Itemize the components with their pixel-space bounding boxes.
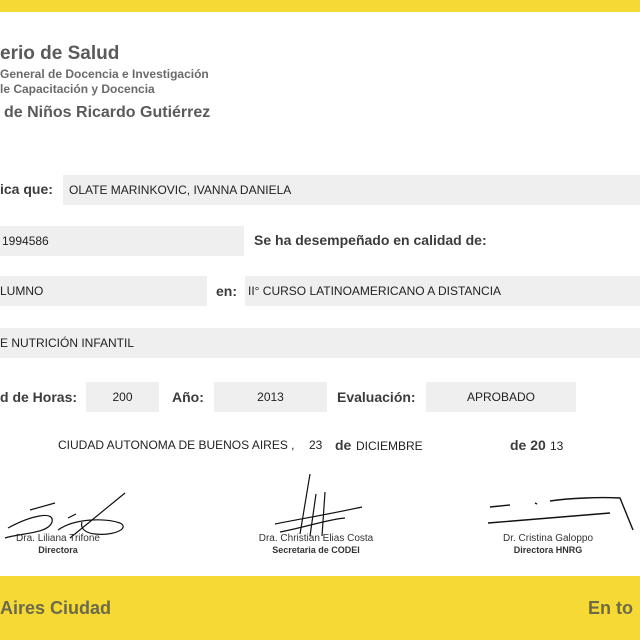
hospital-name: de Niños Ricardo Gutiérrez: [4, 104, 211, 121]
role-field: LUMNO: [0, 276, 207, 306]
hours-label: d de Horas:: [0, 389, 78, 405]
month-text: DICIEMBRE: [356, 439, 423, 453]
day-text: 23: [309, 438, 323, 452]
hours-field: 200: [86, 382, 159, 412]
signature-2-role: Secretaria de CODEI: [272, 545, 360, 555]
department-line: le Capacitación y Docencia: [0, 82, 155, 96]
footer-right-text: En to: [588, 598, 633, 618]
year-suffix-text: 13: [550, 439, 564, 453]
evaluation-label: Evaluación:: [337, 389, 416, 405]
signature-3-role: Directora HNRG: [513, 545, 583, 555]
in-label: en:: [216, 283, 237, 299]
course-field: II° CURSO LATINOAMERICANO A DISTANCIA: [245, 276, 640, 306]
year-field: 2013: [214, 382, 327, 412]
certifies-label: ica que:: [0, 181, 53, 197]
name-field: OLATE MARINKOVIC, IVANNA DANIELA: [63, 175, 640, 205]
signature-3-name: Dr. Cristina Galoppo: [502, 533, 594, 544]
direction-line: General de Docencia e Investigación: [0, 67, 209, 81]
evaluation-field: APROBADO: [426, 382, 576, 412]
role-label: Se ha desempeñado en calidad de:: [254, 232, 487, 248]
signature-1-role: Directora: [38, 545, 78, 555]
ministry-title: erio de Salud: [0, 43, 120, 64]
signature-3-icon: [470, 495, 640, 535]
signature-1-name: Dra. Liliana Trifone: [16, 533, 100, 544]
de-20-label: de 20: [510, 437, 546, 453]
year-label: Año:: [172, 389, 204, 405]
de-label: de: [335, 437, 352, 453]
top-yellow-bar: [0, 0, 640, 12]
course-topic-field: E NUTRICIÓN INFANTIL: [0, 328, 640, 358]
signature-2-name: Dra. Christian Elias Costa: [258, 533, 374, 544]
footer-left-text: Aires Ciudad: [0, 598, 112, 618]
city-text: CIUDAD AUTONOMA DE BUENOS AIRES ,: [58, 438, 295, 452]
document-number-field: 1994586: [0, 226, 244, 256]
